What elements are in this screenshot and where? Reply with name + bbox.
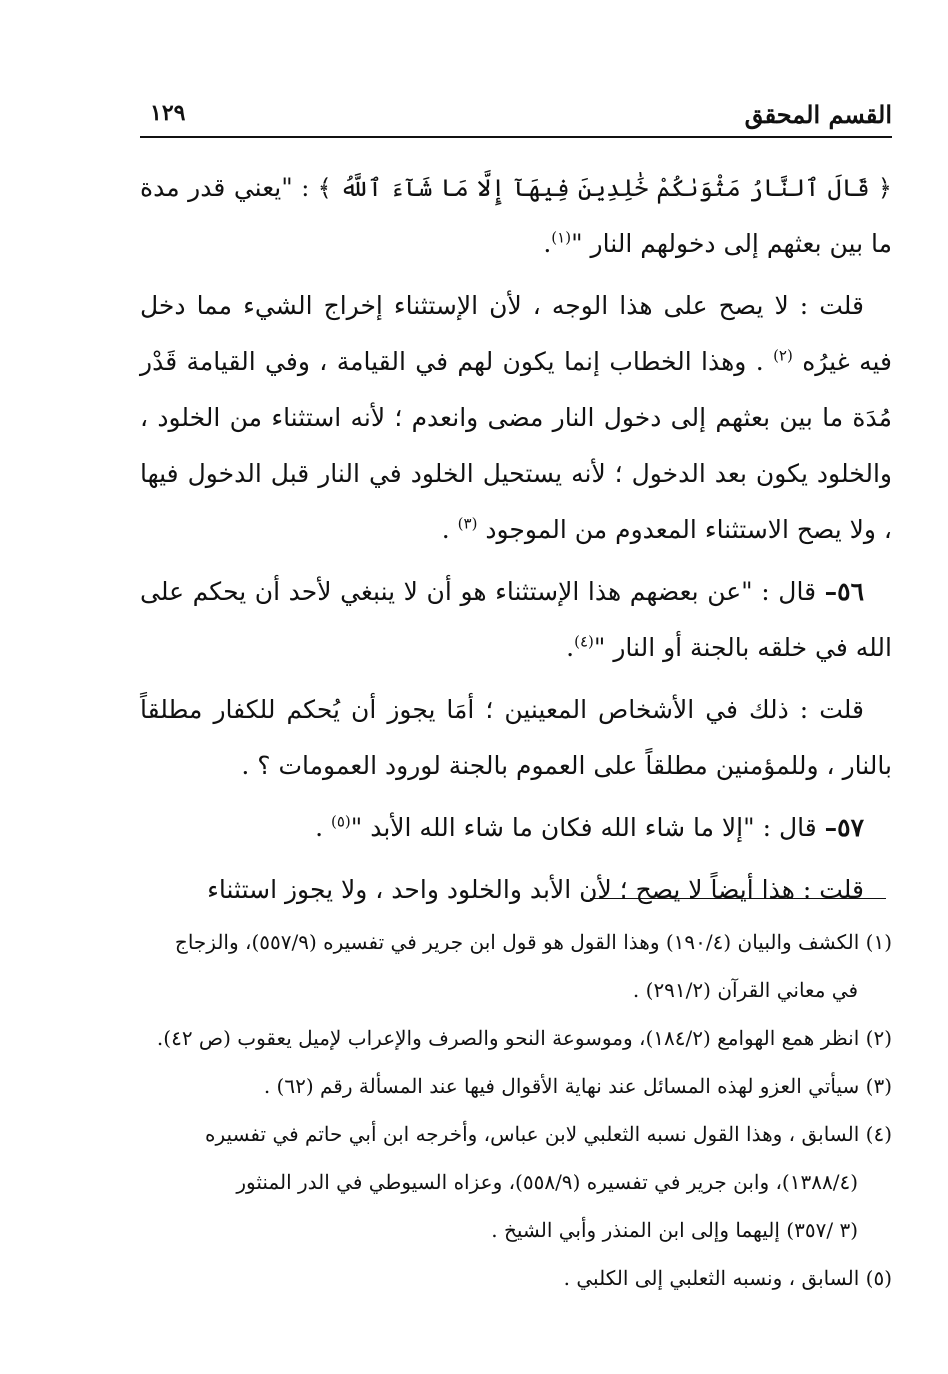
footnote-1-line-2: في معاني القرآن (٢٩١/٢) .: [632, 978, 858, 1002]
footnote-5: [140, 1254, 892, 1302]
page-header: [140, 96, 892, 138]
paragraph-4-text: قلت : ذلك في الأشخاص المعينين ؛ أمَا يجوز أن يُحكم للكفار مطلقاً بالنار ، وللمؤمنين مطلقاً على العموم بالجنة لورود العمومات ؟ .: [140, 695, 892, 780]
paragraph-4: [140, 682, 892, 794]
paragraph-5-text: قال : "إلا ما شاء الله فكان ما شاء الله الأبد ": [350, 813, 817, 842]
page-number: ١٢٩: [150, 100, 186, 126]
footnote-5-text: (٥) السابق ، ونسبه الثعلبي إلى الكلبي .: [563, 1266, 892, 1290]
section-title: القسم المحقق: [744, 100, 892, 129]
footnote-1: [140, 918, 892, 1014]
item-number-56: ٥٦–: [824, 577, 864, 606]
quran-verse: ﴿ قَالَ ٱلنَّارُ مَثْوَىٰكُمْ خَٰلِدِينَ فِيهَآ إِلَّا مَا شَآءَ ٱللَّهُ ﴾ :: [301, 174, 892, 202]
footnote-4-line-1: (٤) السابق ، وهذا القول نسبه الثعلبي لابن عباس، وأخرجه ابن أبي حاتم في تفسيره: [205, 1122, 892, 1146]
item-number-57: ٥٧–: [824, 813, 864, 842]
paragraph-1: [140, 160, 892, 272]
main-text: [140, 160, 892, 924]
footnote-ref-5: (٥): [330, 812, 351, 831]
footnote-3-text: (٣) سيأتي العزو لهذه المسائل عند نهاية الأقوال فيها عند المسألة رقم (٦٢) .: [263, 1074, 892, 1098]
footnote-separator: [590, 898, 886, 899]
paragraph-2-text-b: . وهذا الخطاب إنما يكون لهم في القيامة ، وفي القيامة قَدْر مُدَة ما بين بعثهم إلى دخول النار مضى وانعدم ؛ لأنه استثناء من الخلود ، والخلود يكون بعد الدخول ؛ لأنه يستحيل الخلود في النار قبل الدخول فيها ، ولا يصح الاستثناء المعدوم من الموجود: [140, 347, 892, 544]
paragraph-2-text-a: قلت : لا يصح على هذا الوجه ، لأن الإستثناء إخراج الشيء مما دخل فيه غيرُه: [140, 291, 892, 376]
paragraph-1-text: "يعني قدر مدة ما بين بعثهم إلى دخولهم النار ": [140, 173, 892, 258]
footnote-ref-3: (٣): [457, 514, 478, 533]
paragraph-5: [140, 800, 892, 856]
paragraph-6: [140, 862, 892, 918]
paragraph-3-text: قال : "عن بعضهم هذا الإستثناء هو أن لا ينبغي لأحد أن يحكم على الله في خلقه بالجنة أو النار ": [140, 577, 892, 662]
paragraph-2-end: .: [441, 515, 458, 544]
footnote-1-line-1: (١) الكشف والبيان (١٩٠/٤) وهذا القول هو قول ابن جرير في تفسيره (٥٥٧/٩)، والزجاج: [174, 930, 892, 954]
footnote-2: [140, 1014, 892, 1062]
footnotes: [140, 918, 892, 1302]
paragraph-1-end: .: [543, 229, 552, 258]
paragraph-6-text: قلت : هذا أيضاً لا يصح ؛ لأن الأبد والخلود واحد ، ولا يجوز استثناء: [207, 875, 864, 904]
footnote-3: [140, 1062, 892, 1110]
paragraph-5-end: .: [315, 813, 331, 842]
footnote-ref-4: (٤): [574, 632, 594, 651]
footnote-4: [140, 1110, 892, 1254]
footnote-4-line-3: (٣ /٣٥٧) إليهما وإلى ابن المنذر وأبي الشيخ .: [491, 1218, 858, 1242]
footnote-ref-1: (١): [551, 228, 572, 247]
footnote-2-text: (٢) انظر همع الهوامع (١٨٤/٢)، وموسوعة النحو والصرف والإعراب لإميل يعقوب (ص ٤٢).: [156, 1026, 892, 1050]
paragraph-2: [140, 278, 892, 558]
paragraph-3-end: .: [566, 633, 575, 662]
footnote-4-line-2: (١٣٨٨/٤)، وابن جرير في تفسيره (٥٥٨/٩)، وعزاه السيوطي في الدر المنثور: [236, 1170, 858, 1194]
paragraph-3: [140, 564, 892, 676]
footnote-ref-2: (٢): [773, 346, 793, 365]
